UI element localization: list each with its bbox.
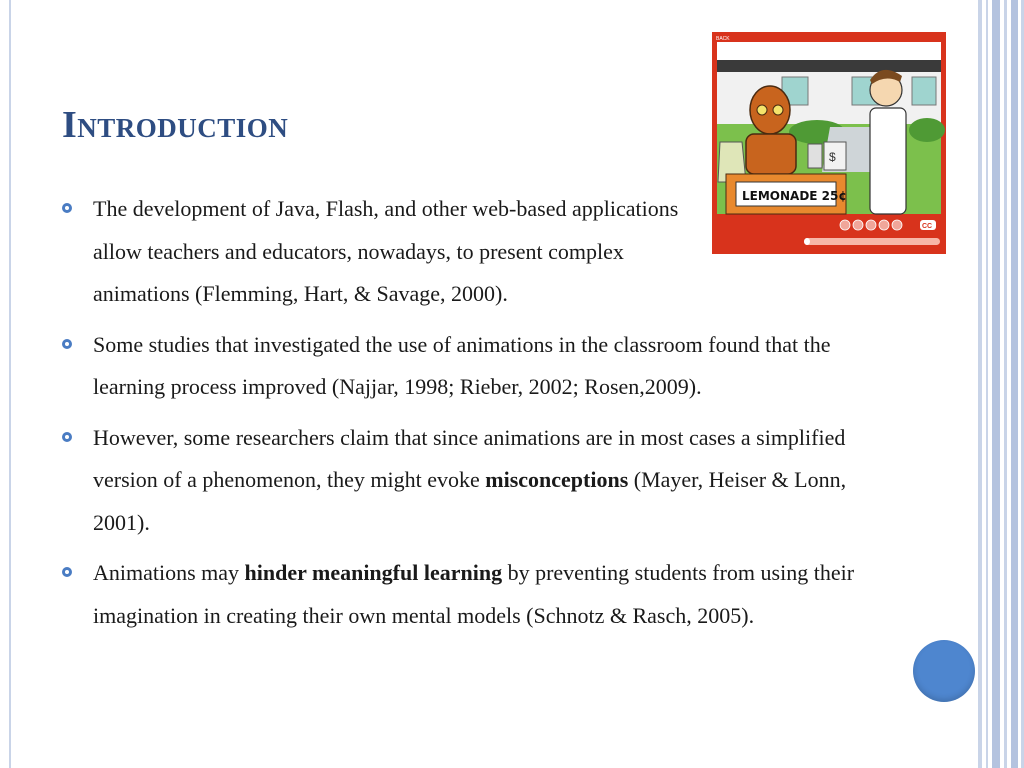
back-label: BACK bbox=[716, 36, 730, 42]
bullet-item bbox=[62, 552, 862, 637]
slide-border-right bbox=[978, 0, 1024, 768]
bullet-text: However, some researchers claim that since animations are in most cases a simplified version of a phenomenon, they might evoke misconceptions (Mayer, Heiser & Lonn, 2001). bbox=[93, 424, 847, 535]
bullet-item bbox=[62, 417, 862, 545]
bullet-marker-icon bbox=[62, 567, 72, 577]
bullet-marker-icon bbox=[62, 339, 72, 349]
bullet-item bbox=[62, 324, 862, 409]
bold-term: hinder meaningful learning bbox=[244, 560, 503, 585]
bullet-marker-icon bbox=[62, 203, 72, 213]
progress-track bbox=[804, 238, 940, 245]
bullet-list bbox=[62, 188, 862, 645]
bullet-text: Some studies that investigated the use of animations in the classroom found that the learning process improved (Najjar, 1998; Rieber, 2002; Rosen,2009). bbox=[93, 331, 831, 399]
bullet-text: Animations may hinder meaningful learning by preventing students from using their imagination in creating their own mental models (Schnotz & Rasch, 2005). bbox=[93, 560, 855, 628]
slide-title: Introduction bbox=[62, 104, 289, 146]
decorative-circle bbox=[913, 640, 975, 702]
cup-label: $ bbox=[829, 150, 836, 164]
progress-fill bbox=[804, 238, 810, 245]
bullet-marker-icon bbox=[62, 432, 72, 442]
cc-label: CC bbox=[922, 223, 933, 230]
lemonade-sign-text: LEMONADE 25¢ bbox=[742, 189, 847, 203]
slide-border-left bbox=[9, 0, 11, 768]
bullet-text: The development of Java, Flash, and other web-based applications allow teachers and educators, nowadays, to present complex animations (Flemming, Hart, & Savage, 2000). bbox=[93, 196, 679, 306]
bold-term: misconceptions bbox=[485, 467, 629, 492]
cartoon-video-image bbox=[712, 32, 946, 254]
